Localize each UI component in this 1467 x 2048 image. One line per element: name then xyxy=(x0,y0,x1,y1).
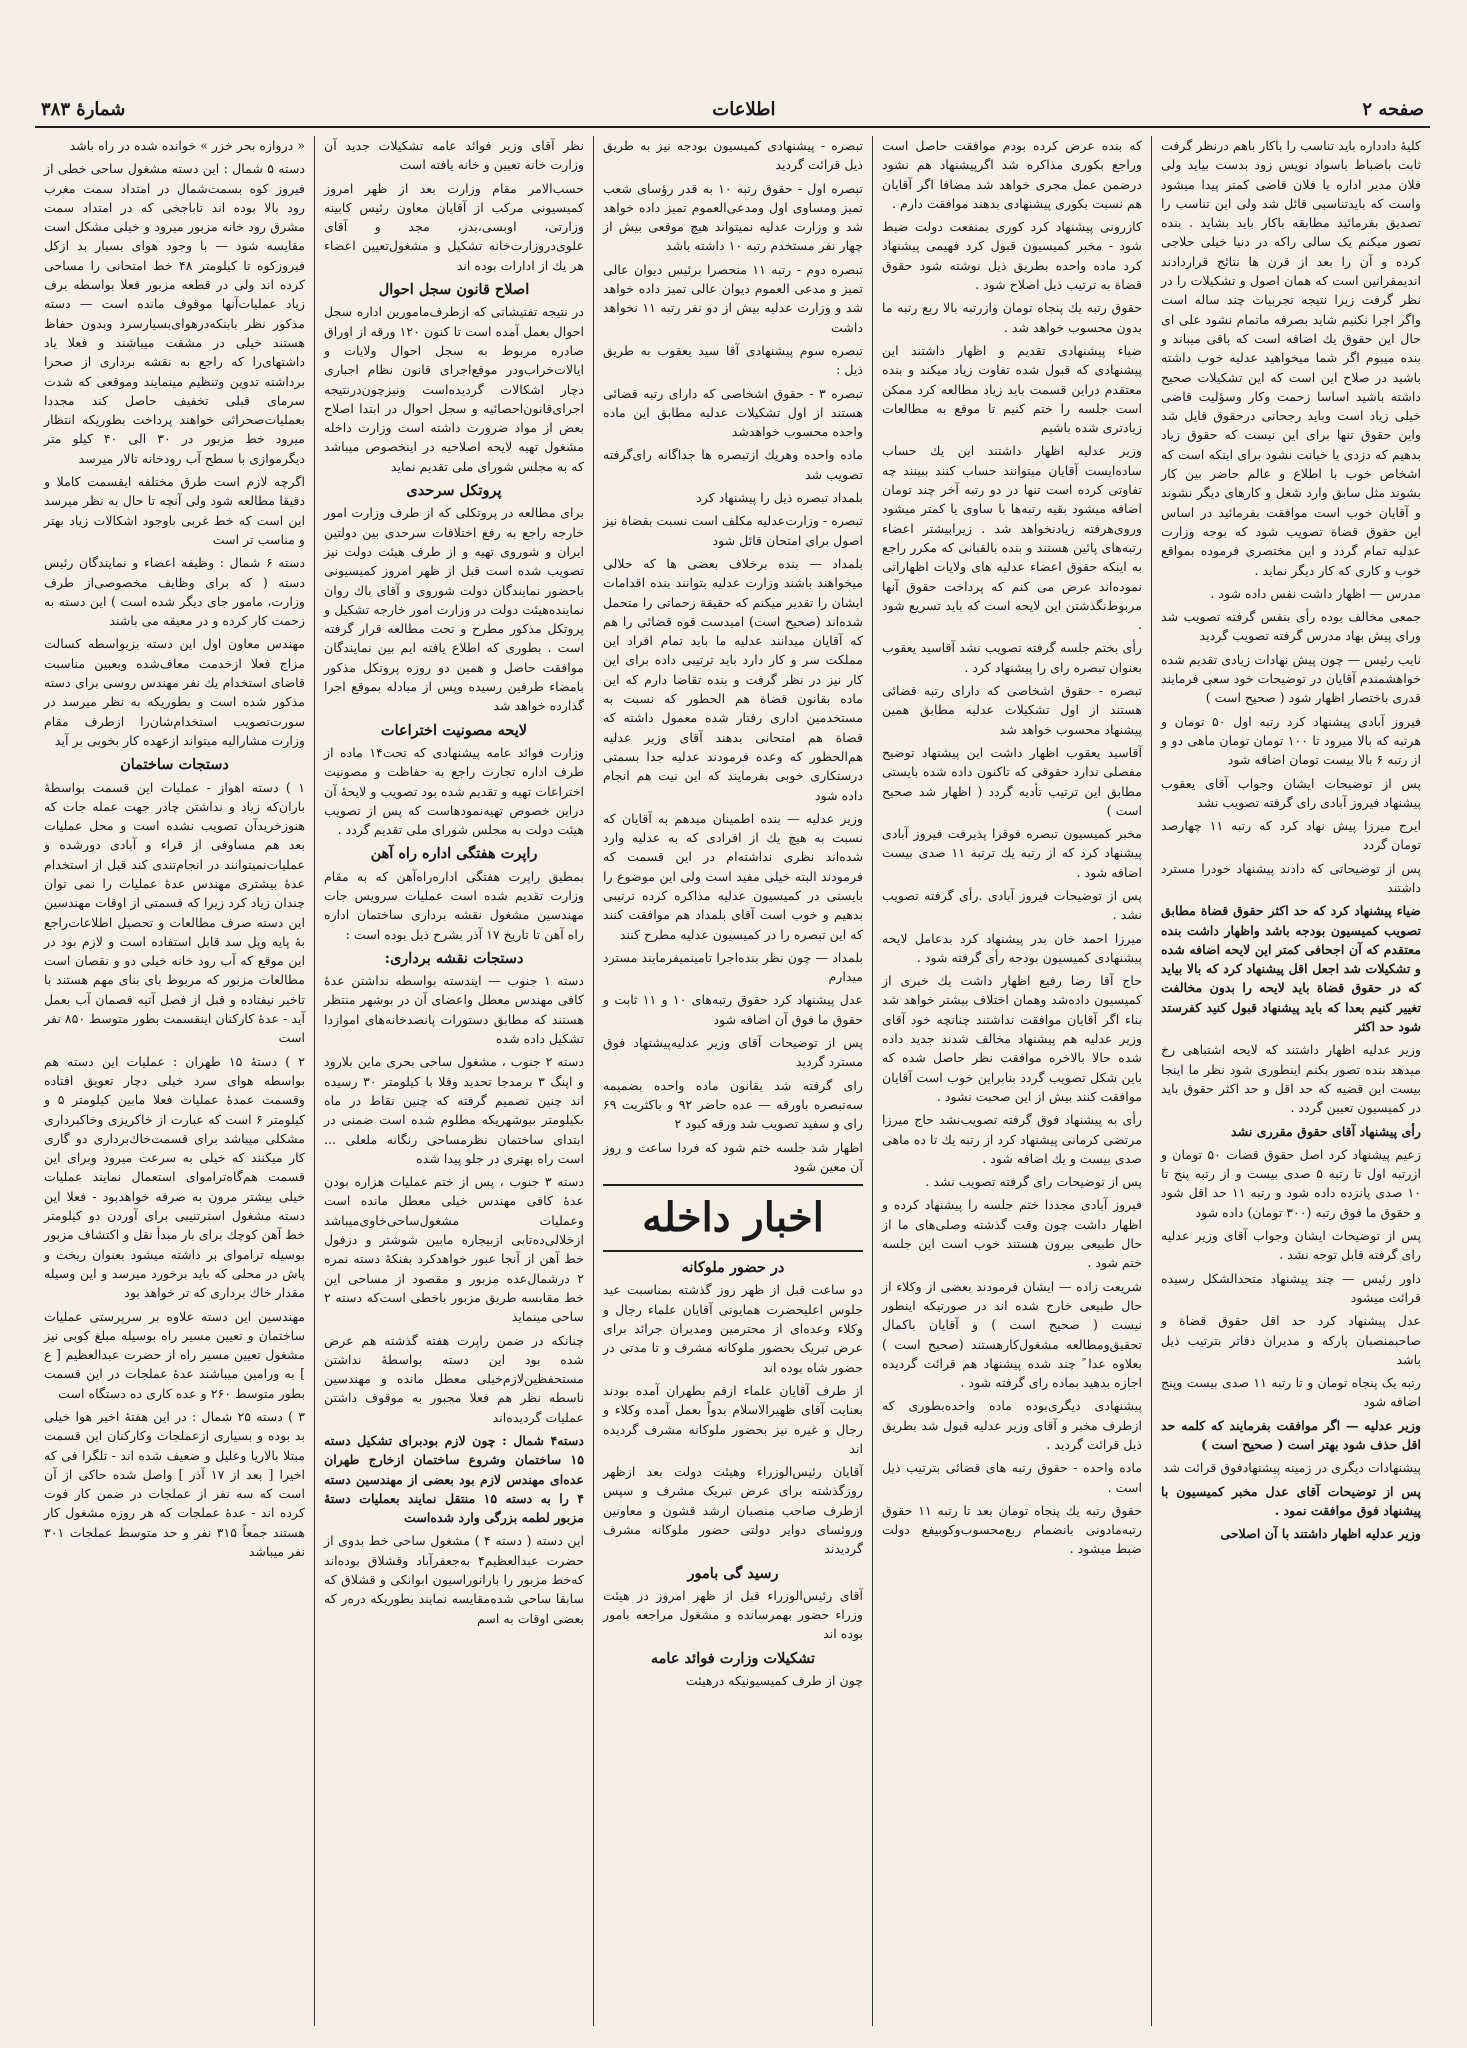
paragraph: پس از توضیحات آقای عدل مخبر کمیسیون با پیشنهاد فوق موافقت نمود . xyxy=(1161,1483,1421,1518)
paragraph: فیروز آبادی پیشنهاد کرد رتبه اول ۵۰ تومان و هرتبه که بالا میرود تا ۱۰۰ تومان تومان ماهی دو و از رتبه ۶ بالا بیست تومان اضافه شود xyxy=(1161,713,1421,768)
paragraph: حاج آقا رضا رفیع اظهار داشت یك خبری از کمیسیون داده‌شد وهمان اختلاف بیشتر خواهد شد بناء اگر آقایان موافقت نداشتند چنانچه خود آقای وزیر عدلیه هم پیشنهاد مخالف شدند جدید داده شده حالا بالاخره موافقت نظر حاصل شده که باین شکل تصویب گردد بنابراین خوب است آقایان موافقت کنند بیش از این صحبت نشود . xyxy=(882,973,1142,1104)
paragraph: چون از طرف کمیسیونیکه درهیئت xyxy=(685,1673,863,1689)
paragraph: پس از توضیحات ایشان وجواب آقای وزیر عدلیه رای گرفته قابل توجه نشد . xyxy=(1161,1228,1421,1263)
paragraph: بمطیق راپرت هفتگی اداره‌راه‌آهن که به مقام وزارت تقدیم شده است عملیات سرویس جات مهندسین مشغول نقشه برداری ساختمان اداره راه آهن تا تاریخ ۱۷ آذر بشرح ذیل بوده است : xyxy=(324,868,584,942)
subheading: دستجات نقشه برداری: xyxy=(384,949,524,967)
paragraph: شریعت زاده — ایشان فرمودند بعضی از وکلاء از حال طبیعی خارج شده اند در صورتیکه اینطور نیست ( صحیح است ) و آقایان باکمال تحقیق‌ومطالعه مشغول‌کارهستند (صحیح است ) بعلاوه عدا ً چند شده پیشنهاد هم قرائت گردیده اجازه بدهید بماده رای گرفته شود . xyxy=(882,1278,1142,1391)
newspaper-columns xyxy=(35,136,1430,2026)
paragraph: رأی پیشنهاد آقای حقوق مقرری نشد xyxy=(1231,1123,1421,1139)
paragraph: چنانکه در ضمن راپرت هفته گذشته هم عرض شده بود این دسته بواسطهٔ نداشتن مستحفظین‌لازم‌خیلی معطل مانده و مهندسین ناسطه نظر هم فعلا مجبور به موقوف داشتن عملیات گردیده‌اند xyxy=(324,1332,584,1425)
paragraph: از طرف آقایان علماء ازقم بطهران آمده بودند بعنایت آقای ظهیرالاسلام بدواً بعمل آمده وکلاء و رجال و غیره نیز بحضور ملوکانه مشرف گردیده اند xyxy=(603,1382,863,1456)
paragraph: رأی به پیشنهاد فوق گرفته تصویب‌نشد حاج میرزا مرتضی کرمانی پیشنهاد کرد از رتبه یك تا ده ماهی صدی بیست و یك اضافه شود . xyxy=(882,1112,1142,1166)
paragraph: تبصره اول - حقوق رتبه ۱۰ به قدر رؤسای شعب تمیز ومساوی اول ومدعی‌العموم تمیز داده خواهد شد و وزارت عدلیه نمیتواند هیچ موقعی بیش از چهار نفر مستخدم رتبه ۱۰ داشته باشد xyxy=(603,180,863,254)
paragraph: وزیر عدلیه — بنده اطمینان میدهم به آقایان که نسبت به هیچ یك از افرادی که به عدلیه وارد شده‌اند نظری نداشته‌ام در این قسمت که فرمودند البته خیلی مفید است ولی این موضوع را بایستی در کمیسیون عدلیه مذاکره کرده ترتیبی بدهیم و خوب است آقای بلمداد هم موافقت کنند که این تبصره را در کمیسیون عدلیه مطرح کنند xyxy=(603,810,863,942)
paragraph: پیشنهادات دیگری در زمینه پیشنهادفوق قرائت شد xyxy=(1162,1460,1421,1476)
paragraph: وزارت فوائد عامه پیشنهادی که تحت۱۴ ماده از طرف اداره تجارت راجع به حفاظت و مصونیت اختراعات تهیه و تقدیم شده بود تصویب و لایحهٔ آن دراین خصوص تهیه‌نمودهاست که پس از تصویب هیئت دولت به مجلس شورای ملی تقدیم گردد . xyxy=(324,744,584,838)
paragraph: اظهار شد جلسه ختم شود که فردا ساعت و روز آن معین شود xyxy=(603,1139,863,1174)
column-2 xyxy=(872,136,1151,2026)
paragraph: برای مطالعه در پروتکلی که از طرف وزارت امور خارجه راجع به رفع اختلافات سرحدی بین دولتین ایران و شوروی تهیه و از طرف هیئت دولت نیز تصویب شده است قبل از ظهر امروز کمیسیونی باحضور نمایندگان دولت شوروی و آقای باك روان نماینده‌هیئت دولت در وزارت امور خارجه تشکیل و پروتکل مذکور مطرح و تحت مطالعه قرار گرفته است . بطوری که اطلاع یافته ایم بین نمایندگان موافقت حاصل و همین دو روزه پروتکل مذکور بامضاء طرفین رسیده وپس از مبادله بموقع اجرا گذارده خواهد شد xyxy=(324,505,584,714)
subheading: در حضور ملوکانه xyxy=(681,1259,785,1277)
paragraph: تبصره - وزارت‌عدلیه مکلف است نسبت بقضاة نیز اصول برای امتحان قائل شود xyxy=(603,513,863,548)
paragraph: زعیم پیشنهاد کرد اصل حقوق قضات ۵۰ تومان و ازرتبه اول تا رتبه ۵ صدی بیست و از رتبه پنج تا ۱۰ صدی پانزده داده شود و رتبه ۱۱ حد اقل شود و حقوق ما فوق رتبه (۳۰۰ تومان) داده شود xyxy=(1161,1146,1421,1220)
paragraph: « دروازه بحر خزر » خوانده شده در راه باشد xyxy=(69,138,305,153)
paragraph: ایرج میرزا پیش نهاد کرد که رتبه ۱۱ چهارصد تومان گردد xyxy=(1161,818,1421,853)
subheading: اصلاح قانون سجل احوال xyxy=(378,281,530,299)
paragraph: حقوق رتبه یك پنجاه تومان وازرتبه بالا ربع رتبه ما بدون محسوب خواهد شد . xyxy=(882,300,1142,335)
paragraph: دسته ۶ شمال : وظیفه اعضاء و نمایندگان رئیس دسته ( که برای وظایف مخصوصی‌از طرف وزارت، مامور جای دیگر شده است ) این دسته به زحمت کار کرده و در معیقه می باشند xyxy=(44,555,306,629)
paragraph: رأی بختم جلسه گرفته تصویب نشد آقاسید یعقوب بعنوان تبصره رای را پیشنهاد کرد . xyxy=(882,640,1142,675)
paragraph: دسته ۵ شمال : این دسته مشغول ساحی خطی از فیروز کوه بسمت‌شمال در امتداد سمت مغرب رود بالا بوده اند تاباجخی که در امتداد سمت مشرق رود خانه مزبور میرود و خیلی مشکل است مقایسه شود — با وجود هوای بسیار بد ازکل فیروزکوه تا کیلومتر ۴۸ خط امتحانی را مساحی کرده اند ولی در قطعه مزبور فعلا بواسطه برف زیاد عملیات‌آنها موقوف مانده است — دسته مذکور نظر بابنکه‌درهوای‌بسیارسرد وبدون حفاظ هستند خیلی در مشقت میباشند و فعلا یاد داشتهای‌را که راجع به نقشه برداری از صحرا برداشته تدوین وتنظیم مینمایند وموقعی که شدت سرمای قبلی تخفیف حاصل کند مجددا بعملیات‌صحرائی خواهند پرداخت بطوریکه انتظار میرود خط مزبور در ۳۰ الی ۴۰ کیلو متر دیگرموازی با سطح آب رودخانه تالار میرسد xyxy=(44,161,305,466)
paragraph: در نتیجه تفتیشاتی که ازطرف‌مامورین اداره سجل احوال بعمل آمده است تا کنون ۱۲۰ ورقه از اوراق صادره مربوط به سجل احوال ولایات و ایالات‌خراب‌ودر موقع‌اجرای قانون نظام اجباری دچار اشکالات گردیده‌است و‌نیز‌چون‌درنتیجه اجرای‌قانون‌احصائیه و سجل احوال در ابتدا اصلاح بعض از مواد ضرورت داشته است وزارت داخله مشغول تهیه لایحه اصلاحیه در اینخصوص میباشد که به مجلس شورای ملی تقدیم نماید xyxy=(324,304,584,474)
column-5 xyxy=(35,136,314,2026)
paragraph: جمعی مخالف بوده رأی بنفس گرفته تصویب شد ورای پیش بهاد مدرس گرفته تصویب گردید xyxy=(1161,609,1421,644)
paragraph: ماده واحده وهریك ازتبصره ها جداگانه رای‌گرفته تصویب شد xyxy=(603,447,863,482)
paragraph: اگرچه لازم است طرق مختلفه ایقسمت کاملا و دقیقا مطالعه شود ولی آنچه تا حال به نظر میرسد این است که خط غربی باوجود اشکالات زیاد بهتر و مناسب تر است xyxy=(44,474,305,547)
paragraph: ضیاء پیشنهادی تقدیم و اظهار داشتند این پیشنهادی که قبول شده تفاوت زیاد میکند و بنده معتقدم دراین قسمت باید زیاد مطالعه کرد ممکن است جلسه را ختم کنیم تا موقع به مطالعات زیادتری شده باشیم xyxy=(882,342,1142,436)
paragraph: بلمداد — بنده برخلاف بعضی ها که حلالی میخواهند باشند وزارت عدلیه بتوانند بنده اقدامات ایشان را تقدیر میکنم که حقیقة زحماتی را متحمل شده‌اند (صحیح است) امیدست قوه قضائی را هم که آقایان میدانند عدلیه ما باید تمام افراد این مملکت سر و کار دارد باید ترتیبی داده برای این کار نیز در نظر گرفت و بنده تقاضا دارم که این ماده بقانون قضاة هم الحطور که نسبت به مستخدمین اداری رفتار شده معمول داشته که قضاة هم امتحانی بدهند آقای وزیر عدلیه هم‌الحطور که وعده فرمودند عدلیه جدا بسمتی درستکاری خوبی بفرمایند که این نیت هم انجام داده شود xyxy=(603,555,863,803)
paragraph: مهندس معاون اول این دسته بزیواسطه کسالت مزاج فعلا ازخدمت معاف‌شده وبعبین مناسبت قاضای استخدام یك نفر مهندس روسی برای دسته مذکور شده است و بطوریکه به نظر میرسد در سورت‌تصویب استخدام‌شان‌را از‌طرف مقام وزارت مشارالیه میتواند ازعهده کار بخوبی بر آید xyxy=(44,636,305,748)
paragraph: مهندسین این دسته علاوه بر سرپرستی عملیات ساختمان و تعیین مسیر راه بوسیله مبلغ کوبی نیز مشغول تعیین مسیر راه از حضرت عبدالعظیم [ ع ] به ورامین میباشند عدهٔ عملجات در این قسمت بطور متوسط ۲۶۰ و عده کاری ده دستگاه است xyxy=(44,1308,305,1401)
paragraph: مدرس — اظهار داشت نفس داده شود . xyxy=(1210,585,1421,601)
paragraph: نظر آقای وزیر فوائد عامه تشکیلات جدید آن وزارت خانه تعیین و خانه یافته است xyxy=(324,138,584,173)
paragraph: وزیر عدلیه — اگر موافقت بفرمایند که کلمه حد اقل حذف شود بهتر است ( صحیح است ) xyxy=(1161,1417,1421,1452)
paragraph: پس از توضیحات آقای وزیر عدلیه‌پیشنهاد فوق مسترد گردید xyxy=(603,1035,863,1070)
issue-number: شمارهٔ ۳۸۳ xyxy=(41,98,126,120)
paragraph: دسته ۳ جنوب ، پس از ختم عملیات هزاره بودن عدهٔ کافی مهندس خیلی معطل مانده است وعملیات‌ مشغول‌ساحی‌خاوی‌میباشد ازخلالی‌ده‌تابی‌ ازبیجاره‌ مابین شوشتر و دزفول خط آهن از آنجا عبور خواهد‌کرد بفنکهٔ دسته نمره ۲ درشمال‌عده مزبور و مقصود از مساحی این خط مقابسه طریق مزبور باخطی است‌که دسته ۲ ساحی مینماید xyxy=(324,1174,584,1325)
paragraph: حسب‌الامر مقام وزارت بعد از ظهر امروز کمیسیونی مرکب از آقایان معاون رئیس کابینه وزارتی، اوبسی،بدر، مجد و آقای علوی‌دروزارت‌خانه تشکیل و مشغول‌تعیین اعضاء هر یك از ادارات بوده اند xyxy=(324,180,584,273)
paragraph: آقایان رئیس‌الوزراء وهیئت دولت بعد ازظهر روزگذشته برای عرض تبریک مشرف و سپس ازطرف صاحب منصبان ارشد قشون و معاونین وروئسای دوایر دولتی حضور ملوکانه مشرف گردیدند xyxy=(603,1464,863,1557)
paragraph: ۱ ) دسته اهواز - عملیات این قسمت بواسطهٔ باران‌که زیاد و نداشتن چادر جهت عمله جات که هنوزخریدآن تصویب نشده است و محل عملیات بعد هم مساوفی از قراء و آبادی دورشده و عملیات‌نمیتوانند در انجام‌تندی کند قبل از استخدام عدهٔ بیشتری مهندس عدهٔ عملیات را نمی توان چندان زیاد کرد زیرا که قسمتی از اوقات مهندسین این دسته صرف مطالعات و تحصیل اطلاعات‌راجع بهٔ پایه وپل سد قابل استفاده است و لازم بود در این موقع که آب رود خانه خیلی دو و نقصان است مطالعات مزبور که مربوط بای بنای مهم هستند با تاخیر نیفتاده و قبل از فصل آتیه قصمان آب بعمل آید - عدهٔ کارکنان اینقسمت بطور متوسط ۸۵۰ نفر است xyxy=(44,779,306,1046)
paragraph: میرزا احمد خان بدر پیشنهاد کرد بدعامل لایحه پیشنهادی کمیسیون بودجه رأی گرفته شود . xyxy=(882,930,1142,965)
paragraph: وزیر عدلیه اظهار داشتند این یك حساب ساده‌ایست آقایان میتوانند حساب کنند ببینند چه تفاوتی کرده است تنها در دو رتبه آخر چند تومان اضافه میشود بقیه رتبه‌ها با ساوی یا کمتر میشود وروی‌هرفته زیادنخواهد شد . زیرابیشتر اعضاء رتبه‌های پائین هستند و بنده بالقبانی که مکرر راجع به اینکه حقوق اعضاء عدلیه های ولایات اظهاراتی نموده‌اند عرض می کنم که پرداخت حقوق آنها مربوط‌نگذشتن این لایحه است که باید تسریع شود . xyxy=(882,443,1142,633)
page-number: صفحه ۲ xyxy=(1362,98,1424,120)
paragraph: پس از توضیحاتی که دادند پیشنهاد خودرا مسترد داشتند xyxy=(1161,860,1421,895)
paragraph: این دسته ( دسته ۴ ) مشغول ساحی خط بدوی از حضرت عبدالعظیم۴ به‌جعفرآباد وقشلاق بوده‌اند که‌خط‌ مزبور را بارانوراسیون ابوانکی و قشلاق که‌ سابقا ساحی شده‌مقایسه نمایند بطوریکه دره‌ر که بعضی اوقات به اسم xyxy=(324,1533,584,1626)
paragraph: ۳ ) دسته ۲۵ شمال : در این هفتهٔ اخیر هوا خیلی بد بوده و بسیاری ازعملجات وکارکنان این قسمت مبتلا بالاریا وعلیل و ضعیف شده اند - تلگرا فی که اخیرا [ بعد از ۱۷ آذر ] واصل شده حاکی از آن است که سه نفر از عملجات در ضمن کار فوت کرده اند - عدهٔ عملجات که هر روزه مشغول کار هستند جمعاً ۳۱۵ نفر و حد متوسط عملجات ۳۰۱ نفر میباشد xyxy=(44,1409,306,1560)
column-4 xyxy=(314,136,593,2026)
paragraph: دسته ۱ جنوب — ایندسته بواسطه نداشتن عدهٔ کافی مهندس معطل واعضای آن در بوشهر منتظر هستند که مطابق دستورات پانصدخانه‌های اموازدا تشکیل داده شده xyxy=(324,973,584,1047)
paragraph: بلمداد — چون نظر بنده‌اجرا تامینمیفرمایند مسترد میدارم xyxy=(603,949,863,985)
page-header xyxy=(35,92,1430,128)
paragraph: تبصره سوم پیشنهادی آقا سید یعقوب به طریق ذیل : xyxy=(603,342,863,378)
paragraph: کازرونی پیشنهاد کرد کوری بمنفعت دولت ضبط شود - مخبر کمیسیون قبول کرد فهیمی پیشنهاد کرد ماده واحده بطریق ذیل نوشته شود حقوق قضاة به ترتیب ذیل اصلاح شود . xyxy=(882,219,1142,293)
paragraph: پس از توضیحات رای گرفته تصویب نشد . xyxy=(925,1174,1142,1190)
paragraph: نایب رئیس — چون پیش نهادات زیادی تقدیم شده خواهشمندم آقایان در توضیحات خود سعی فرمایند قدری باختصار اظهار شود ( صحیح است ) xyxy=(1161,651,1421,706)
paragraph: دسته ۲ جنوب ، مشغول ساحی بحری ماین بلارود و اپنگ ۳ برمدجا تحدید وقلا با کیلومتر ۳۰ رسیده اند چنین تصمیم گرفته که چنین نقاط در ماه بکیلومتر ببوشهریکه مطلوم شده است ضمنی در ابتدای ساختمان نظرمساحی رنگانه‌ ملعلی ... است راه بهتری در جلو پیدا شده xyxy=(324,1054,585,1166)
paragraph: وزیر عدلیه اظهار داشتند که لایحه اشتباهی رخ میدهد بنده تصور بکنم اینطوری شود نظر ما اینجا بیست این قضیه که حد اقل و حد اکثر حقوق باید در کمیسیون تعیین گردد . xyxy=(1161,1042,1421,1116)
paragraph: دو ساعت قبل از ظهر روز گذشته بمناسبت عید جلوس اعلیحضرت همایونی آقایان علماء رجال و وکلاء وعده‌ای از محترمین ومدیران جرائد برای عرض تبریک بحضور ملوکانه مشرف و تا مدتی در حضور شاه بوده اند xyxy=(603,1282,863,1375)
paragraph: فیروز آبادی مجددا ختم جلسه را پیشنهاد کرده و اظهار داشت چون وقت گذشته وصلی‌های ما از حال طبیعی بیرون هستند خوب است این جلسه ختم شود . xyxy=(882,1197,1142,1271)
section-title: اخبار داخله xyxy=(642,1194,824,1242)
paragraph: داور رئیس — چند پیشنهاد متحدالشکل رسیده قرائت میشود xyxy=(1161,1270,1421,1305)
paragraph: ماده واحده - حقوق رتبه های قضائی بترتیب ذیل است . xyxy=(882,1460,1142,1495)
section-banner xyxy=(603,1184,863,1252)
paragraph: دسته۴ شمال : چون لازم بودبرای تشکیل دسته ۱۵ ساختمان وشروع ساختمان ازخارج طهران عده‌ای مهندس لازم بود بعضی از مهندسین دسته ۴ را به دسته ۱۵ منتقل نمایند بعملیات دستهٔ مزبور لطمه بزرگی وارد شده‌است xyxy=(324,1433,584,1526)
paragraph: پیشنهادی دیگری‌بوده ماده واحده‌بطوری که ازطرف مخبر و آقای وزیر عدلیه قبول شد بطریق ذیل قرائت گردید . xyxy=(882,1398,1142,1452)
paragraph: وزیر عدلیه اظهار داشتند با آن اصلاحی xyxy=(1220,1526,1421,1542)
subheading: دستجات ساختمان xyxy=(120,756,229,774)
paragraph: بلمداد تبصره ذیل را پیشنهاد کرد xyxy=(696,490,863,506)
subheading: لایحه مصونیت اختراعات xyxy=(380,721,528,739)
subheading: پروتکل سرحدی xyxy=(406,482,502,500)
column-3 xyxy=(593,136,872,2026)
paragraph: عدل پیشنهاد کرد حد اقل حقوق قضاة و صاحبمنصبان پارکه و مدیران دفاتر بترتیب ذیل باشد xyxy=(1161,1313,1421,1367)
paragraph: حقوق رتبه یك پنجاه تومان بعد تا رتبه ۱۱ حقوق رتبه‌مادونی بانضمام ربع‌محسوب‌وکوبیفع دولت ضبط میشود . xyxy=(882,1502,1143,1557)
paragraph: رای گرفته شد بقانون ماده واحده بضمیمه سه‌تبصره باورقه — عده حاضر ۹۲ و باکثریت ۶۹ رای و سفید تصویب شد ورقه کبود ۲ xyxy=(603,1077,863,1132)
paragraph: رتبه یک پنجاه تومان و تا رتبه ۱۱ صدی بیست وپنج اضافه شود xyxy=(1161,1375,1421,1410)
paragraph: کلیهٔ دادداره باید تناسب را باکار باهم درنظر گرفت ثابت باضباط باسواد نویس زود بدست بیاید ولی فلان مدیر اداره یا فلان قاضی کمتر پیدا میشود واست که بایدتناسبی قائل شد ولی این تناسب را تصدیق بفرمائید مطابقه باکار باید بشاید . بنده تصور میکنم یک سالی راکه در دنیا خیلی حلاجی کرده و آن را بعد از قرن ها نتائج قراردادند اندیمقرانین است که همان اصول و تشکیلات را در نظر گرفت زیرا نتیجه تجربیات چند ساله است واگر اجرا نکنیم شاید بصرفه ماتمام نشود علی ای حال این حقوق یك اضافه است که باقی میباند و بنده میبوم اگر شما میخواهید عدلیه خوب داشته باشید در صلاح این است که این تشکیلات صحیح داشته باشید اساسا زحمت وکار وسؤلیت قاضی خیلی زیاد است وباید رجحانی درحقوق قایل شد واین حقوق تنها برای این نیست که حقوق زیاد بدهیم که دزدی یا خیانت نشود برای اینکه است که اشخاص خوب با اطلاع و عالم حاضر بین کار بشوند مثل سابق وارد شغل و کارهای دیگر نشوند و آقایان خوب است موافقت بفرمائید در اساس این حقوق قضاة تصویب شود که بوجه وزارت عدلیه تمام گردد و این مختصری فرموده بمواقع خوب و کاری که کار دیگر نماید . xyxy=(1161,138,1421,578)
subheading: تشکیلات وزارت فوائد عامه xyxy=(650,1649,816,1667)
paragraph: تبصره ۳ - حقوق اشخاصی که دارای رتبه قضائی هستند از اول تشکیلات عدلیه مطابق این ماده واحده محسوب خواهدشد xyxy=(603,385,863,440)
paragraph: عدل پیشنهاد کرد حقوق رتبه‌های ۱۰ و ۱۱ ثابت و حقوق ما فوق آن اضافه شود xyxy=(603,992,863,1027)
paragraph: ضیاء پیشنهاد کرد که حد اکثر حقوق قضاة مطابق تصویب کمیسیون بودجه باشد واظهار داشت بنده معتقدم که آن اجحافی کمتر این لایحه اضافه شده و تشکیلات شد اجعل اقل پیشنهاد کرد که بالا بیاید که در حقوق قضاة باید لایحه را بدون مخالفت تغییر کنیم بعدا که باید پیشنهاد قبول کنید کفرستد شود حد اکثر xyxy=(1161,903,1421,1035)
paragraph: پس از توضیحات فیروز آبادی .رأی گرفته تصویب نشد . xyxy=(882,887,1142,923)
paragraph: تبصره - حقوق اشخاصی که دارای رتبه قضائی هستند از اول تشکیلات عدلیه مطابق همین پیشنهاد محسوب خواهد شد xyxy=(882,683,1142,737)
paragraph: آقای رئیس‌الوزراء قبل از ظهر امروز در هیئت وزراء حضور بهمرسانده و مشغول مراجعه بامور بوده اند xyxy=(603,1587,863,1642)
subheading: رسید گی بامور xyxy=(687,1564,779,1582)
paragraph: آقاسید یعقوب اظهار داشت این پیشنهاد توضیح مفصلی ندارد حقوقی که تاکنون داده شده بایستی مطابق این ترتیب تأدیه گردد ( اظهار شد صحیح است ) xyxy=(882,744,1142,818)
column-1 xyxy=(1151,136,1430,2026)
paragraph: ۲ ) دستهٔ ۱۵ طهران : عملیات این دسته هم بواسطه هوای سرد خیلی دچار تعویق افتاده وقسمت عمدهٔ عملیات فعلا مابین کیلومتر ۵ و کیلومتر ۶ است که عبارت از خاکریزی وخاکبرداری مشکلی میباشد برای قسمت‌خاك‌برداری دو گاری کار میکنند که خیلی به سرعت میرود وبرای این قسمت هم‌گاه‌تراموای استعمال نمایند عملیات خیلی بیشتر مرون به صرفه خواهد‌بود - فعلا این دسته مشغول استرتنیبی برای آوردن دو کیلومتر خط آهن کوچك برای بار مبدأ نقل و اکتشاف مزبور بوسیله تراموای بر داشته میشود بعنوان ریخت و پاش در محلی که باید برخورد میرسد و این وسیله مقدار خاك برداری که تر خواهد بود xyxy=(44,1053,305,1301)
paragraph: تبصره دوم - رتبه ۱۱ منحصرا برئیس دیوان عالی تمیز و مدعی العموم دیوان عالی تمیز داده خواهد شد و وزارت عدلیه بیش از دو نفر رتبه ۱۱ نخواهد داشت xyxy=(603,261,863,335)
subheading: راپرت هفتگی اداره راه آهن xyxy=(370,845,538,863)
paragraph: تبصره - پیشنهادی کمیسیون بودجه نیز به طریق ذیل قرائت گردید xyxy=(603,138,863,173)
paragraph: که بنده عرض کرده بودم موافقت حاصل است وراجع بکوری مذاکره شد اگرپیشنهاد هم نشود درضمن عمل مجری خواهد شد مضافا اگر آقایان هم نسبت بکوری پیشنهادی بدهند موافقت دارم . xyxy=(882,138,1142,211)
newspaper-name: اطلاعات xyxy=(712,98,776,120)
paragraph: پس از توضیحات ایشان وجواب آقای یعقوب پیشنهاد فیروز آبادی رای گرفته تصویب نشد xyxy=(1161,775,1421,810)
paragraph: مخبر کمیسیون تبصره فوقرا پذیرفت فیروز آبادی پیشنهاد کرد که از رتبه یك ترتبه ۱۱ صدی بیست اضافه شود . xyxy=(882,826,1142,880)
